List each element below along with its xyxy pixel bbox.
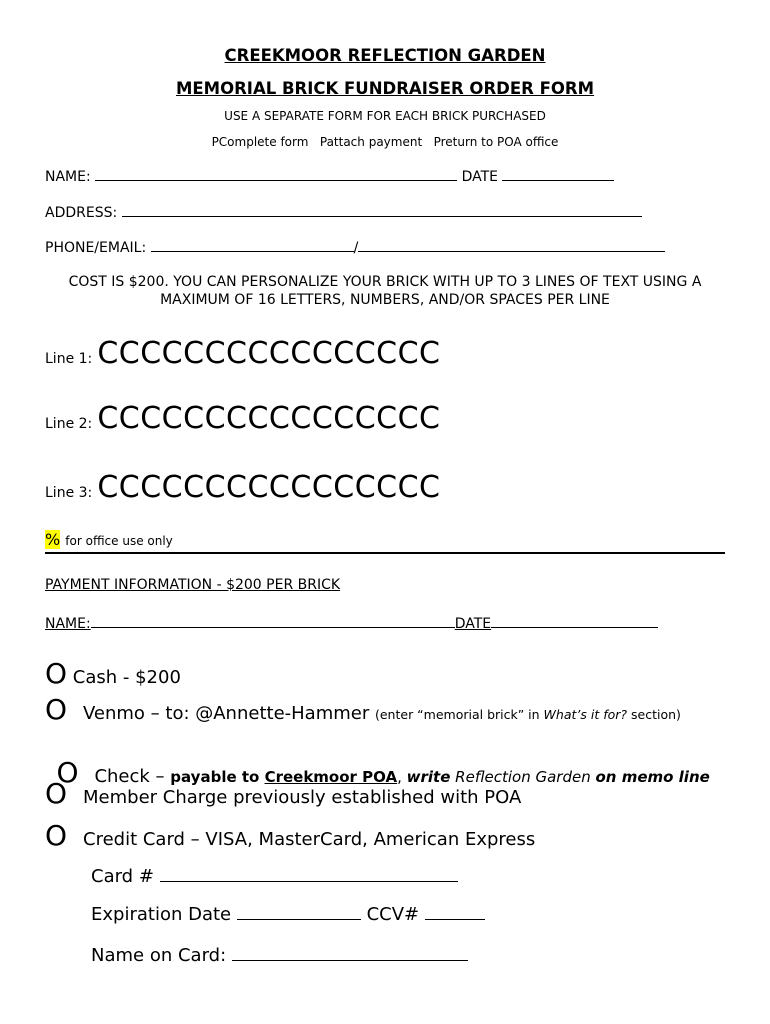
payment-date-label: DATE: [454, 616, 492, 632]
name-on-card-field[interactable]: [232, 946, 468, 961]
expiration-label: Expiration Date: [91, 904, 232, 925]
member-charge-label: Member Charge previously established with POA: [83, 787, 522, 808]
ccv-field[interactable]: [425, 905, 485, 920]
brick-line-boxes[interactable]: CCCCCCCCCCCCCCCC: [97, 336, 441, 371]
separate-form-instruction: USE A SEPARATE FORM FOR EACH BRICK PURCHASED: [224, 109, 546, 123]
brick-line-boxes[interactable]: CCCCCCCCCCCCCCCC: [97, 401, 441, 436]
card-number-label: Card #: [91, 866, 154, 887]
form-subtitle: MEMORIAL BRICK FUNDRAISER ORDER FORM: [175, 79, 595, 98]
option-bullet-icon: O: [56, 756, 79, 789]
office-use-label: for office use only: [65, 534, 173, 548]
payment-date-field[interactable]: [491, 613, 658, 628]
brick-line-2: [45, 401, 441, 436]
venmo-note: (enter “memorial brick” in: [374, 707, 544, 722]
payment-option-check[interactable]: [45, 742, 710, 787]
payment-name-label: NAME:: [45, 616, 91, 632]
steps-instruction: PComplete form Pattach payment Preturn to POA office: [211, 135, 559, 149]
check-label: Check –: [94, 766, 171, 787]
venmo-label: Venmo – to: @Annette-Hammer: [83, 703, 370, 724]
payment-heading: PAYMENT INFORMATION - $200 PER BRICK: [45, 577, 341, 593]
date-field[interactable]: [502, 166, 614, 181]
brick-line-boxes[interactable]: CCCCCCCCCCCCCCCC: [97, 470, 441, 505]
card-number-field[interactable]: [160, 867, 458, 882]
form-title: CREEKMOOR REFLECTION GARDEN: [224, 46, 546, 65]
date-label: DATE: [461, 169, 499, 185]
ccv-label: CCV#: [366, 904, 420, 925]
phone-email-label: PHONE/EMAIL:: [45, 240, 147, 256]
office-use-row: [45, 530, 173, 549]
name-field[interactable]: [95, 166, 457, 181]
name-on-card-label: Name on Card:: [91, 945, 227, 966]
check-payable: payable to: [170, 768, 265, 786]
payment-name-row: [45, 613, 658, 632]
option-bullet-icon: O: [45, 777, 68, 810]
check-memo-line: on memo line: [595, 768, 710, 786]
phone-field[interactable]: [151, 237, 354, 252]
brick-line-label: Line 3:: [45, 485, 93, 501]
brick-line-label: Line 1:: [45, 351, 93, 367]
venmo-note-italic: What’s it for?: [543, 707, 628, 722]
office-divider: [45, 552, 725, 554]
card-number-row: [91, 866, 458, 887]
payment-name-field[interactable]: [91, 613, 455, 628]
name-on-card-row: [91, 945, 468, 966]
check-write: write: [406, 768, 451, 786]
brick-line-1: [45, 336, 441, 371]
option-bullet-icon: O: [45, 693, 68, 726]
phone-email-row: [45, 237, 665, 256]
option-bullet-icon: O: [45, 819, 68, 852]
expiration-field[interactable]: [237, 905, 361, 920]
brick-line-3: [45, 470, 441, 505]
check-payee: Creekmoor POA: [264, 768, 398, 786]
option-bullet-icon: O: [45, 657, 68, 690]
slash-separator: /: [353, 240, 359, 256]
brick-line-label: Line 2:: [45, 416, 93, 432]
expiration-row: [91, 904, 485, 925]
address-row: [45, 202, 642, 221]
cash-label: Cash - $200: [72, 667, 181, 688]
address-field[interactable]: [122, 202, 642, 217]
payment-option-venmo[interactable]: [45, 693, 681, 726]
check-memo-text: Reflection Garden: [450, 768, 596, 786]
email-field[interactable]: [358, 237, 665, 252]
payment-option-credit-card[interactable]: [45, 819, 536, 852]
check-comma: ,: [397, 768, 407, 786]
name-row: [45, 166, 614, 185]
address-label: ADDRESS:: [45, 205, 118, 221]
cost-description: COST IS $200. YOU CAN PERSONALIZE YOUR BRICK WITH UP TO 3 LINES OF TEXT USING A MAXIMUM OF 16 LETTERS, NUMBERS, AND/OR SPACES PER LINE: [68, 274, 702, 308]
scissors-icon: %: [45, 530, 61, 549]
credit-card-label: Credit Card – VISA, MasterCard, American Express: [83, 829, 536, 850]
name-label: NAME:: [45, 169, 91, 185]
payment-option-cash[interactable]: [45, 657, 181, 690]
venmo-note-end: section): [627, 707, 681, 722]
